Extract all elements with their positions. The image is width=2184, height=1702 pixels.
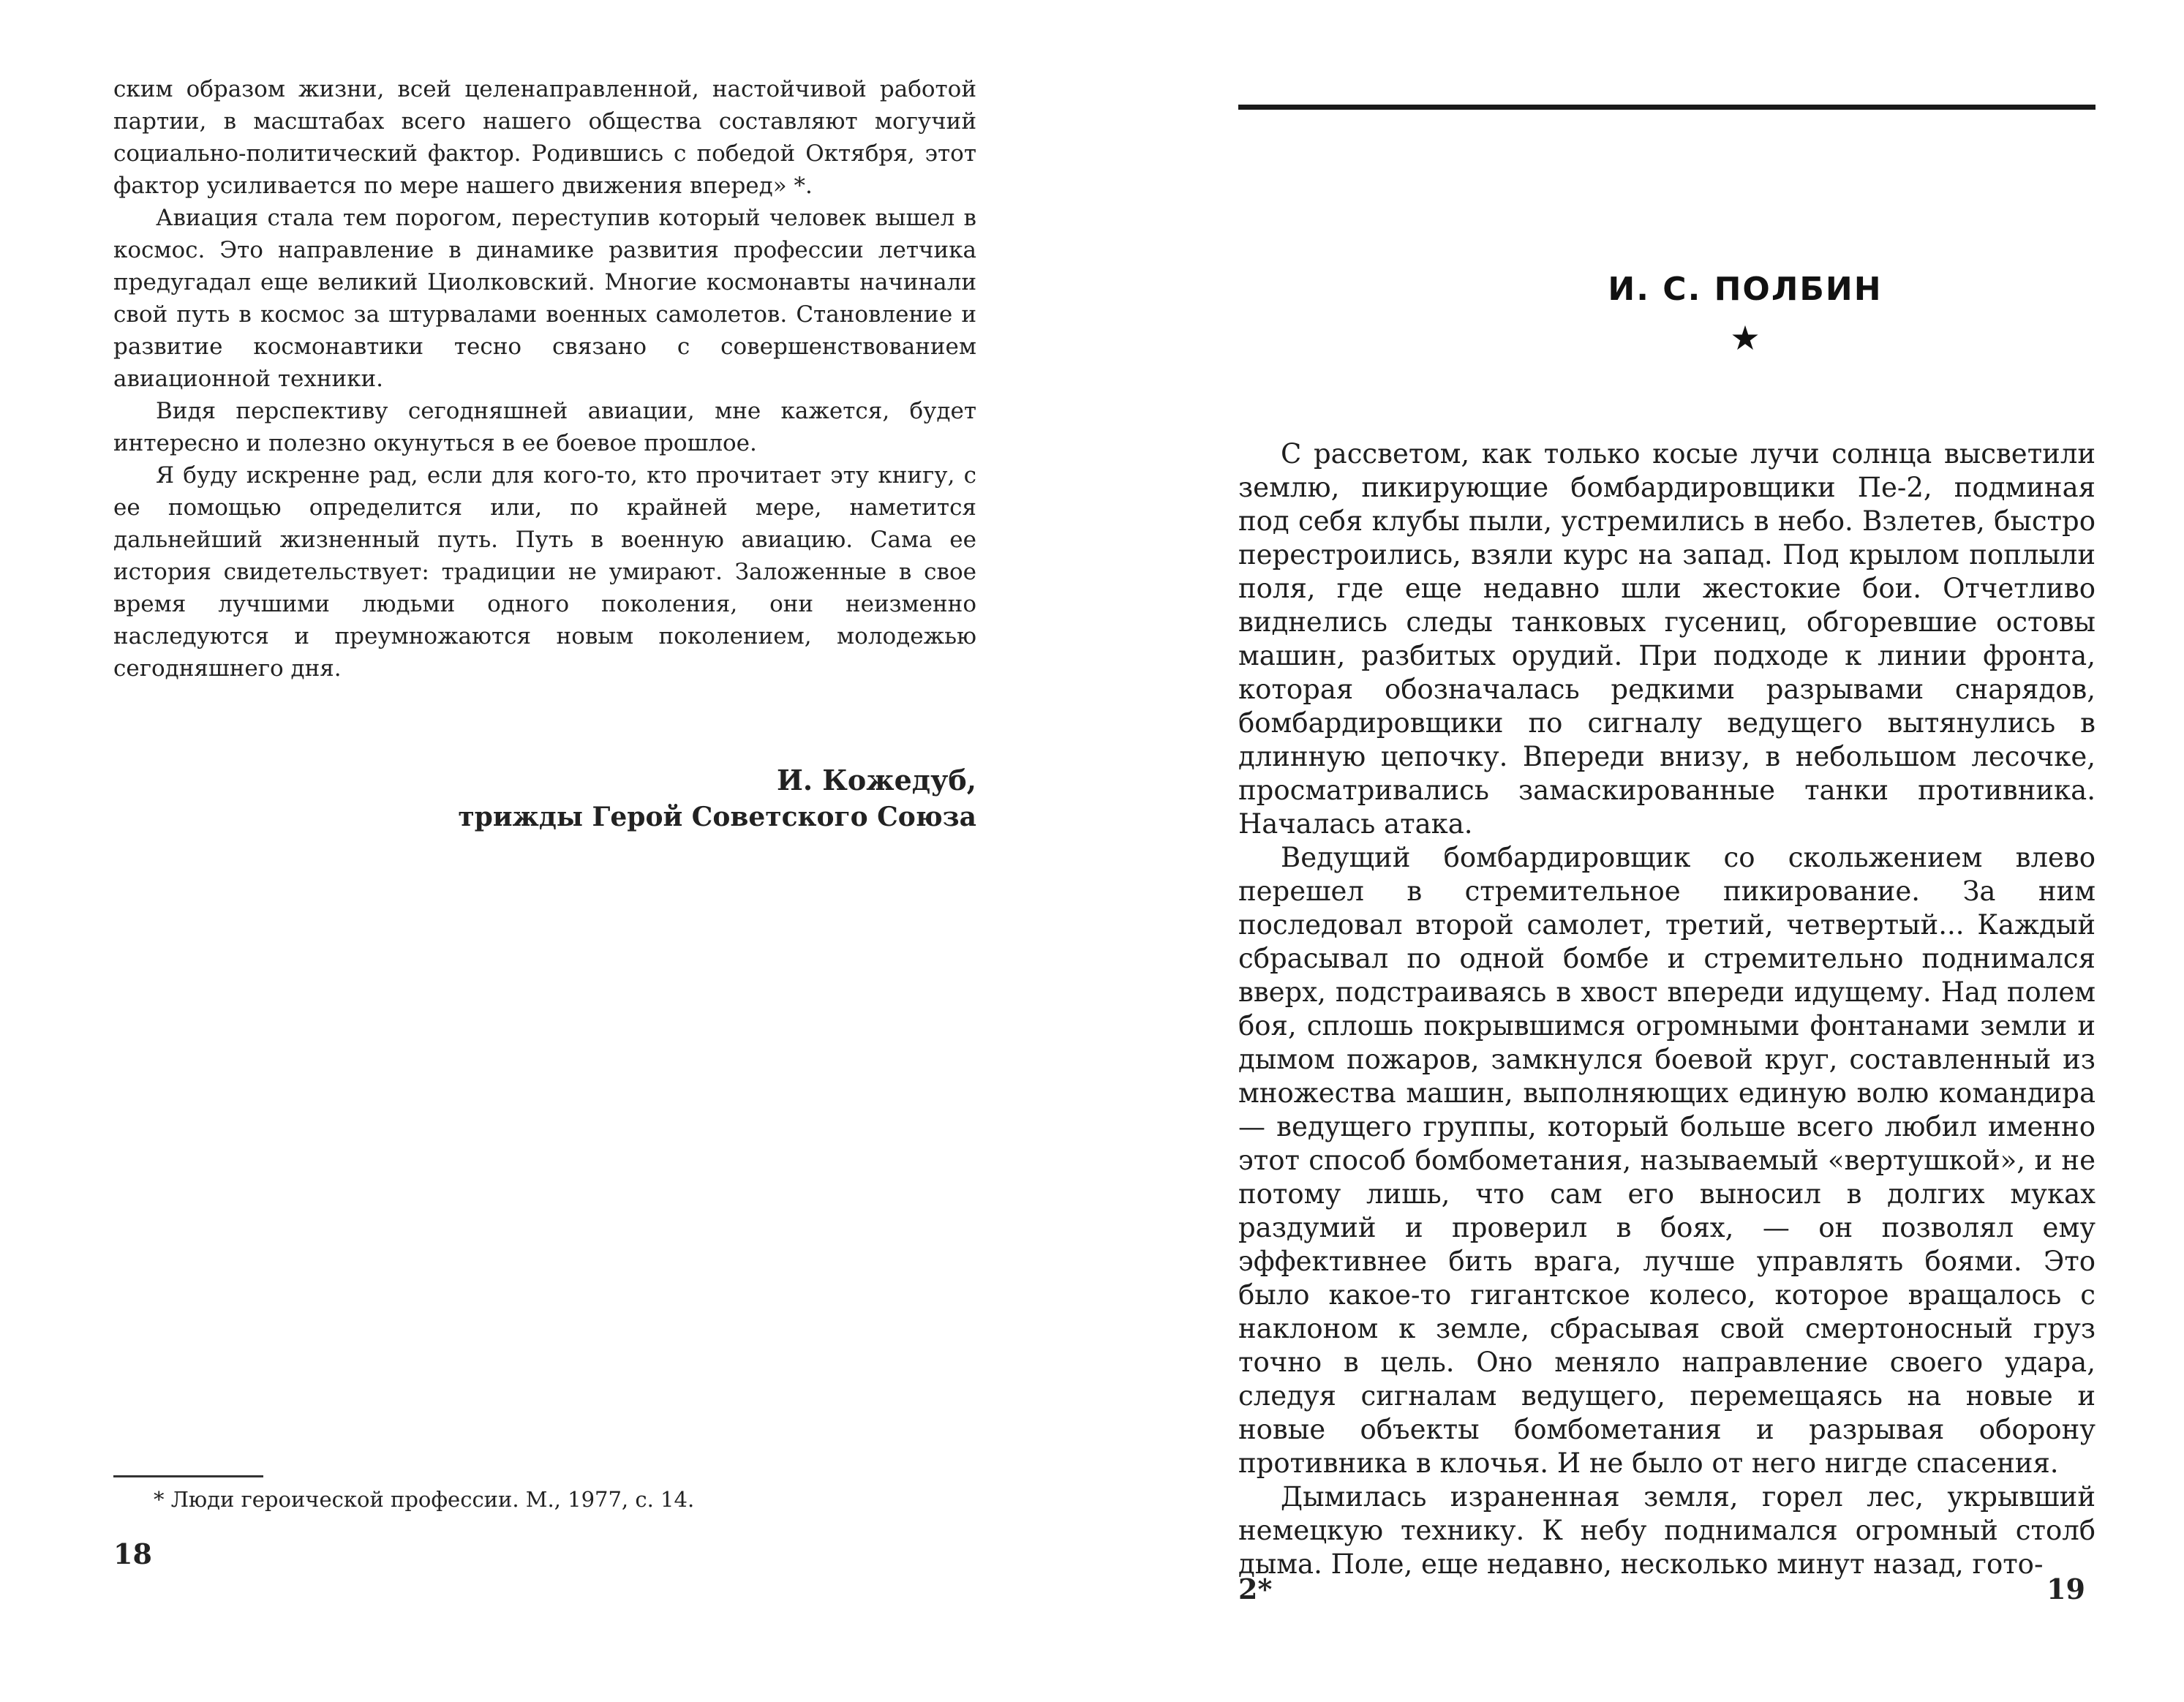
right-page-body	[1238, 437, 2095, 1581]
signature-title: трижды Герой Советского Союза	[458, 802, 976, 832]
paragraph: Ведущий бомбардировщик со скольжением влево перешел в стремительное пикирование. За ним последовал второй самолет, третий, четвертый... Каждый сбрасывал по одной бомбе и стремительно поднимался вверх, подстраиваясь в хвост впереди идущему. Над полем боя, сплошь покрывшимся огромными фонтанами земли и дымом пожаров, замкнулся боевой круг, составленный из множества машин, выполняющих единую волю командира — ведущего группы, который больше всего любил именно этот способ бомбометания, называемый «вертушкой», и не потому лишь, что сам его выносил в долгих муках раздумий и проверил в боях, — он позволял ему эффективнее бить врага, лучше управлять боями. Это было какое-то гигантское колесо, которое вращалось с наклоном к земле, сбрасывая свой смертоносный груз точно в цель. Оно меняло направление своего удара, следуя сигналам ведущего, перемещаясь на новые и новые объекты бомбометания и разрывая оборону противника в клочья. И не было от него нигде спасения.	[1238, 842, 2095, 1479]
paragraph: Дымилась израненная земля, горел лес, укрывший немецкую технику. К небу поднимался огромный столб дыма. Поле, еще недавно, несколько минут назад, гото-	[1238, 1481, 2095, 1580]
chapter-title: И. С. ПОЛБИН	[1608, 271, 1883, 308]
paragraph: Авиация стала тем порогом, переступив который человек вышел в космос. Это направление в динамике развития профессии летчика предугадал еще великий Циолковский. Многие космонавты начинали свой путь в космос за штурвалами военных самолетов. Становление и развитие космонавтики тесно связано с совершенствованием авиационной техники.	[113, 205, 976, 392]
footnote-divider	[113, 1475, 263, 1477]
author-signature	[318, 762, 976, 835]
left-page-body	[113, 73, 976, 685]
signature-mark: 2*	[1238, 1573, 1273, 1605]
page-number-left: 18	[113, 1537, 152, 1570]
header-rule	[1238, 105, 2095, 110]
paragraph: Я буду искренне рад, если для кого-то, кто прочитает эту книгу, с ее помощью определится или, по крайней мере, наметится дальнейший жизненный путь. Путь в военную авиацию. Сама ее история свидетельствует: традиции не умирают. Заложенные в свое время лучшими людьми одного поколения, они неизменно наследуются и преумножаются новым поколением, молодежью сегодняшнего дня.	[113, 462, 976, 682]
footnote: * Люди героической профессии. М., 1977, с. 14.	[154, 1487, 695, 1512]
paragraph: С рассветом, как только косые лучи солнца высветили землю, пикирующие бомбардировщики Пе-2, подминая под себя клубы пыли, устремились в небо. Взлетев, быстро перестроились, взяли курс на запад. Под крылом поплыли поля, где еще недавно шли жестокие бои. Отчетливо виднелись следы танковых гусениц, обгоревшие остовы машин, разбитых орудий. При подходе к линии фронта, которая обозначалась редкими разрывами снарядов, бомбардировщики по сигналу ведущего вытянулись в длинную цепочку. Впереди внизу, в небольшом лесочке, просматривались замаскированные танки противника. Началась атака.	[1238, 438, 2095, 840]
paragraph: ским образом жизни, всей целенаправленной, настойчивой работой партии, в масштабах всего нашего общества составляют могучий социально-политический фактор. Родившись с победой Октября, этот фактор усиливается по мере нашего движения вперед» *.	[113, 76, 976, 199]
star-ornament-icon: ★	[1730, 318, 1761, 358]
signature-name: И. Кожедуб,	[776, 764, 976, 797]
page-number-right: 19	[2046, 1573, 2085, 1605]
paragraph: Видя перспективу сегодняшней авиации, мне кажется, будет интересно и полезно окунуться в ее боевое прошлое.	[113, 398, 976, 456]
right-page	[1092, 0, 2184, 1702]
